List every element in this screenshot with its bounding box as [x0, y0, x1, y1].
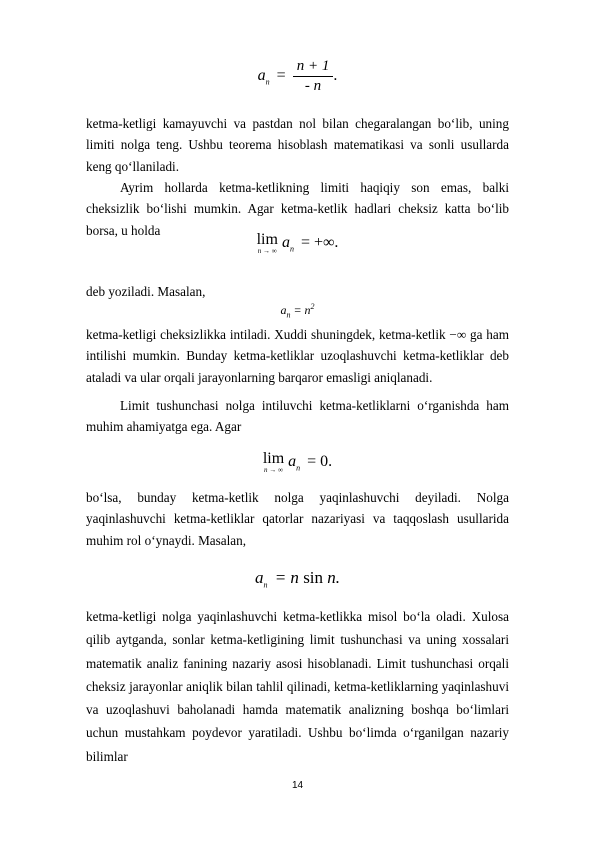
paragraph-3: deb yoziladi. Masalan, [86, 284, 206, 299]
limit-operator: lim n → ∞ [262, 450, 285, 474]
formula-limit-infinity: lim n → ∞ $a_n$ = +∞. [256, 231, 339, 255]
page-number: 14 [291, 780, 304, 791]
fraction: $\frac{n + 1}{- n}$ [293, 58, 334, 95]
formula-fraction: $a_n$ = $\frac{n + 1}{- n}$ . [257, 58, 338, 94]
formula-n-squared: $a_n = n^2$ [280, 302, 315, 320]
paragraph-4: ketma-ketligi cheksizlikka intiladi. Xuddi shuningdek, ketma-ketlik −∞ ga ham intilishi mumkin. Bunday ketma-ketliklar uzoqlashuvchi ketma-ketliklar deb ataladi va ular orqali jarayonlarning barqaror emasligi aniqlanadi. [86, 327, 509, 385]
limit-operator: lim n → ∞ [256, 231, 278, 255]
paragraph-7: ketma-ketligi nolga yaqinlashuvchi ketma-ketlikka misol bo‘la oladi. Xulosa qilib aytganda, sonlar ketma-ketligining limit tushunchasi va uning xossalari matematik analiz fanining nazariy asosi hisoblanadi. Limit tushunchasi orqali cheksiz jarayonlar aniqlik bilan tahlil qilinadi, ketma-ketliklarning yaqinlashuvi va uzoqlashuvi baholanadi hamda matematik analizning boshqa bo‘limlari uchun mustahkam poydevor yaratiladi. Ushbu bo‘limda o‘rganilgan nazariy bilimlar [86, 609, 509, 764]
formula-n-sin-n: $a_n = n$ sin n. [254, 568, 341, 590]
paragraph-2: Ayrim hollarda ketma-ketlikning limiti haqiqiy son emas, balki cheksizlik bo‘lishi mumkin. Agar ketma-ketlik hadlari cheksiz katta bo‘lib borsa, u holda [86, 180, 509, 238]
formula-limit-zero: lim n → ∞ $a_n = 0$. [262, 450, 333, 474]
paragraph-5: Limit tushunchasi nolga intiluvchi ketma-ketliklarni o‘rganishda ham muhim ahamiyatga ega. Agar [86, 398, 509, 435]
paragraph-6: bo‘lsa, bunday ketma-ketlik nolga yaqinlashuvchi deyiladi. Nolga yaqinlashuvchi ketma-ketliklar qatorlar nazariyasi va taqqoslash usullarida muhim rol o‘ynaydi. Masalan, [86, 490, 509, 548]
paragraph-1: ketma-ketligi kamayuvchi va pastdan nol bilan chegaralangan bo‘lib, uning limiti nolga teng. Ushbu teorema hisoblash matematikasi va sonli usullarda keng qo‘llaniladi. [86, 116, 509, 174]
